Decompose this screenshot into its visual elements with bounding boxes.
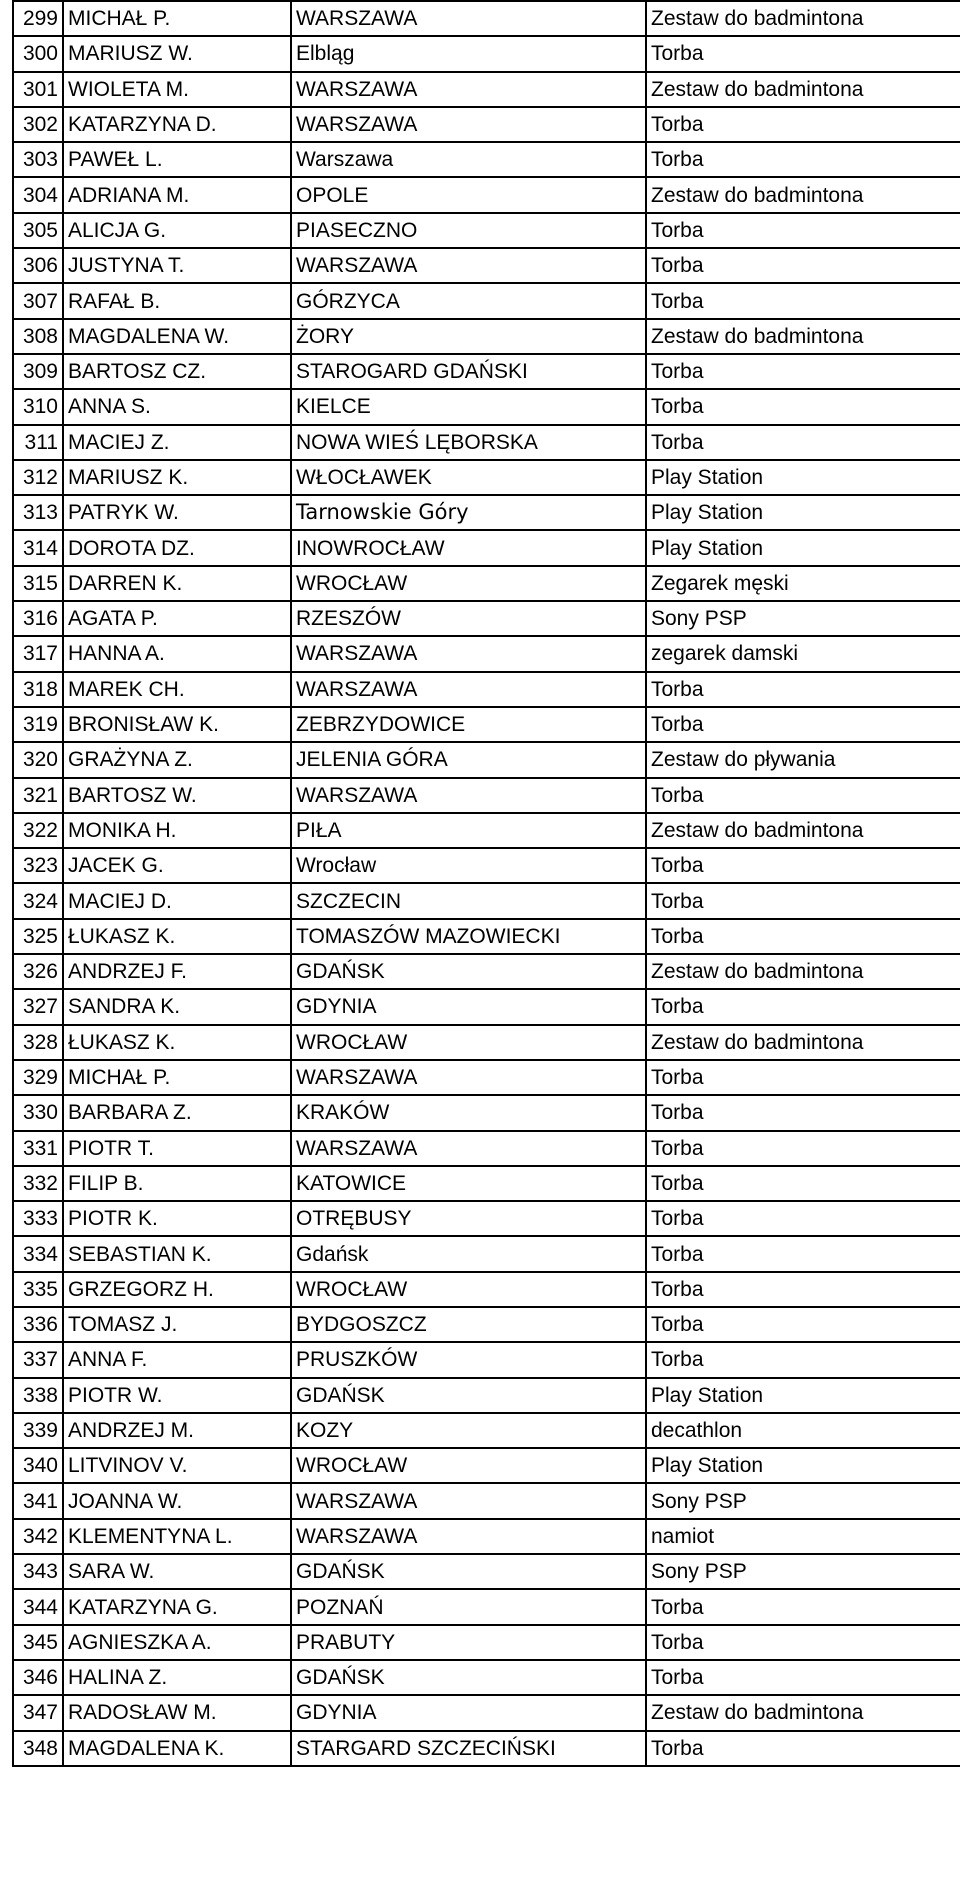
table-row: [13, 72, 960, 107]
winner-name-cell: WIOLETA M.: [63, 72, 291, 107]
entry-number-cell: 312: [13, 460, 63, 495]
city-cell: KRAKÓW: [291, 1095, 646, 1130]
entry-number-cell: 301: [13, 72, 63, 107]
city-cell: WROCŁAW: [291, 1272, 646, 1307]
table-row: [13, 1201, 960, 1236]
winner-name-cell: PAWEŁ L.: [63, 142, 291, 177]
table-row: [13, 707, 960, 742]
city-cell: PRABUTY: [291, 1625, 646, 1660]
table-row: [13, 389, 960, 424]
entry-number-cell: 331: [13, 1131, 63, 1166]
entry-number-cell: 316: [13, 601, 63, 636]
prize-cell: Torba: [646, 1589, 960, 1624]
entry-number-cell: 334: [13, 1236, 63, 1271]
entry-number-cell: 340: [13, 1448, 63, 1483]
prize-cell: Torba: [646, 989, 960, 1024]
entry-number-cell: 314: [13, 530, 63, 565]
table-row: [13, 636, 960, 671]
table-row: [13, 213, 960, 248]
prize-cell: Play Station: [646, 1448, 960, 1483]
winner-name-cell: TOMASZ J.: [63, 1307, 291, 1342]
city-cell: ZEBRZYDOWICE: [291, 707, 646, 742]
entry-number-cell: 319: [13, 707, 63, 742]
entry-number-cell: 335: [13, 1272, 63, 1307]
entry-number-cell: 309: [13, 354, 63, 389]
table-row: [13, 1, 960, 36]
table-row: [13, 1625, 960, 1660]
prize-cell: Torba: [646, 1095, 960, 1130]
table-row: [13, 1554, 960, 1589]
winner-name-cell: MAGDALENA K.: [63, 1731, 291, 1766]
entry-number-cell: 337: [13, 1342, 63, 1377]
winner-name-cell: MICHAŁ P.: [63, 1060, 291, 1095]
prize-cell: Zestaw do badmintona: [646, 319, 960, 354]
prize-cell: Torba: [646, 36, 960, 71]
entry-number-cell: 328: [13, 1025, 63, 1060]
city-cell: POZNAŃ: [291, 1589, 646, 1624]
city-cell: Tarnowskie Góry: [291, 495, 646, 530]
winner-name-cell: ANNA F.: [63, 1342, 291, 1377]
table-row: [13, 177, 960, 212]
prize-cell: namiot: [646, 1519, 960, 1554]
entry-number-cell: 322: [13, 813, 63, 848]
winner-name-cell: ANDRZEJ F.: [63, 954, 291, 989]
prize-cell: Play Station: [646, 530, 960, 565]
winner-name-cell: MARIUSZ W.: [63, 36, 291, 71]
city-cell: STARGARD SZCZECIŃSKI: [291, 1731, 646, 1766]
prize-cell: Zestaw do badmintona: [646, 1695, 960, 1730]
city-cell: Wrocław: [291, 848, 646, 883]
table-row: [13, 989, 960, 1024]
city-cell: GDAŃSK: [291, 1554, 646, 1589]
city-cell: KOZY: [291, 1413, 646, 1448]
prize-cell: Torba: [646, 213, 960, 248]
table-row: [13, 283, 960, 318]
winners-table: [12, 0, 960, 1767]
table-row: [13, 848, 960, 883]
prize-cell: Torba: [646, 1660, 960, 1695]
city-cell: RZESZÓW: [291, 601, 646, 636]
entry-number-cell: 332: [13, 1166, 63, 1201]
prize-cell: Torba: [646, 107, 960, 142]
table-row: [13, 530, 960, 565]
city-cell: PIŁA: [291, 813, 646, 848]
table-row: [13, 1025, 960, 1060]
winner-name-cell: PATRYK W.: [63, 495, 291, 530]
winner-name-cell: MAGDALENA W.: [63, 319, 291, 354]
entry-number-cell: 330: [13, 1095, 63, 1130]
prize-cell: Sony PSP: [646, 601, 960, 636]
winner-name-cell: KATARZYNA D.: [63, 107, 291, 142]
prize-cell: Sony PSP: [646, 1483, 960, 1518]
prize-cell: Torba: [646, 354, 960, 389]
winner-name-cell: MACIEJ D.: [63, 883, 291, 918]
table-row: [13, 248, 960, 283]
city-cell: WARSZAWA: [291, 1060, 646, 1095]
city-cell: WARSZAWA: [291, 672, 646, 707]
city-cell: OPOLE: [291, 177, 646, 212]
table-row: [13, 954, 960, 989]
city-cell: WARSZAWA: [291, 107, 646, 142]
prize-cell: Zestaw do badmintona: [646, 1025, 960, 1060]
table-row: [13, 1695, 960, 1730]
prize-cell: zegarek damski: [646, 636, 960, 671]
winner-name-cell: KLEMENTYNA L.: [63, 1519, 291, 1554]
entry-number-cell: 345: [13, 1625, 63, 1660]
winner-name-cell: BARBARA Z.: [63, 1095, 291, 1130]
entry-number-cell: 339: [13, 1413, 63, 1448]
prize-cell: Torba: [646, 1307, 960, 1342]
city-cell: GDAŃSK: [291, 954, 646, 989]
city-cell: STAROGARD GDAŃSKI: [291, 354, 646, 389]
winner-name-cell: KATARZYNA G.: [63, 1589, 291, 1624]
city-cell: WARSZAWA: [291, 636, 646, 671]
prize-cell: Torba: [646, 1166, 960, 1201]
prize-cell: Torba: [646, 389, 960, 424]
winner-name-cell: FILIP B.: [63, 1166, 291, 1201]
entry-number-cell: 310: [13, 389, 63, 424]
prize-cell: Torba: [646, 672, 960, 707]
entry-number-cell: 299: [13, 1, 63, 36]
winner-name-cell: DARREN K.: [63, 566, 291, 601]
prize-cell: Torba: [646, 919, 960, 954]
entry-number-cell: 327: [13, 989, 63, 1024]
prize-cell: Torba: [646, 778, 960, 813]
prize-cell: Torba: [646, 1236, 960, 1271]
table-row: [13, 142, 960, 177]
prize-cell: Zestaw do badmintona: [646, 813, 960, 848]
city-cell: GDAŃSK: [291, 1660, 646, 1695]
winner-name-cell: RAFAŁ B.: [63, 283, 291, 318]
city-cell: ŻORY: [291, 319, 646, 354]
entry-number-cell: 336: [13, 1307, 63, 1342]
city-cell: PRUSZKÓW: [291, 1342, 646, 1377]
winner-name-cell: MAREK CH.: [63, 672, 291, 707]
entry-number-cell: 311: [13, 425, 63, 460]
table-row: [13, 1236, 960, 1271]
prize-cell: Torba: [646, 1131, 960, 1166]
entry-number-cell: 338: [13, 1378, 63, 1413]
entry-number-cell: 308: [13, 319, 63, 354]
table-row: [13, 1095, 960, 1130]
table-row: [13, 460, 960, 495]
city-cell: GDYNIA: [291, 989, 646, 1024]
city-cell: TOMASZÓW MAZOWIECKI: [291, 919, 646, 954]
entry-number-cell: 318: [13, 672, 63, 707]
city-cell: PIASECZNO: [291, 213, 646, 248]
winner-name-cell: AGATA P.: [63, 601, 291, 636]
entry-number-cell: 300: [13, 36, 63, 71]
city-cell: WARSZAWA: [291, 778, 646, 813]
city-cell: KATOWICE: [291, 1166, 646, 1201]
prize-cell: Zestaw do badmintona: [646, 177, 960, 212]
city-cell: WARSZAWA: [291, 1519, 646, 1554]
table-row: [13, 1519, 960, 1554]
winner-name-cell: SANDRA K.: [63, 989, 291, 1024]
winner-name-cell: BRONISŁAW K.: [63, 707, 291, 742]
winner-name-cell: PIOTR T.: [63, 1131, 291, 1166]
city-cell: Gdańsk: [291, 1236, 646, 1271]
winner-name-cell: MICHAŁ P.: [63, 1, 291, 36]
winner-name-cell: SEBASTIAN K.: [63, 1236, 291, 1271]
entry-number-cell: 317: [13, 636, 63, 671]
city-cell: BYDGOSZCZ: [291, 1307, 646, 1342]
city-cell: INOWROCŁAW: [291, 530, 646, 565]
city-cell: WROCŁAW: [291, 1448, 646, 1483]
city-cell: WARSZAWA: [291, 248, 646, 283]
prize-cell: Torba: [646, 142, 960, 177]
city-cell: WARSZAWA: [291, 1131, 646, 1166]
entry-number-cell: 323: [13, 848, 63, 883]
city-cell: WROCŁAW: [291, 566, 646, 601]
entry-number-cell: 321: [13, 778, 63, 813]
winner-name-cell: AGNIESZKA A.: [63, 1625, 291, 1660]
table-row: [13, 1660, 960, 1695]
winner-name-cell: GRZEGORZ H.: [63, 1272, 291, 1307]
entry-number-cell: 325: [13, 919, 63, 954]
prize-cell: decathlon: [646, 1413, 960, 1448]
entry-number-cell: 306: [13, 248, 63, 283]
winner-name-cell: HALINA Z.: [63, 1660, 291, 1695]
entry-number-cell: 313: [13, 495, 63, 530]
city-cell: WARSZAWA: [291, 1483, 646, 1518]
table-row: [13, 425, 960, 460]
winner-name-cell: JACEK G.: [63, 848, 291, 883]
city-cell: WARSZAWA: [291, 72, 646, 107]
entry-number-cell: 315: [13, 566, 63, 601]
table-row: [13, 1131, 960, 1166]
entry-number-cell: 344: [13, 1589, 63, 1624]
prize-cell: Zestaw do pływania: [646, 742, 960, 777]
table-row: [13, 1272, 960, 1307]
prize-cell: Play Station: [646, 460, 960, 495]
table-row: [13, 566, 960, 601]
table-row: [13, 1483, 960, 1518]
entry-number-cell: 342: [13, 1519, 63, 1554]
entry-number-cell: 304: [13, 177, 63, 212]
prize-cell: Torba: [646, 1731, 960, 1766]
winner-name-cell: DOROTA DZ.: [63, 530, 291, 565]
prize-cell: Torba: [646, 1060, 960, 1095]
city-cell: Warszawa: [291, 142, 646, 177]
city-cell: WŁOCŁAWEK: [291, 460, 646, 495]
city-cell: Elbląg: [291, 36, 646, 71]
table-row: [13, 672, 960, 707]
winner-name-cell: RADOSŁAW M.: [63, 1695, 291, 1730]
prize-cell: Torba: [646, 1272, 960, 1307]
table-row: [13, 601, 960, 636]
entry-number-cell: 302: [13, 107, 63, 142]
prize-cell: Torba: [646, 848, 960, 883]
city-cell: WARSZAWA: [291, 1, 646, 36]
table-row: [13, 1342, 960, 1377]
winner-name-cell: PIOTR W.: [63, 1378, 291, 1413]
prize-cell: Torba: [646, 425, 960, 460]
entry-number-cell: 343: [13, 1554, 63, 1589]
table-row: [13, 883, 960, 918]
city-cell: OTRĘBUSY: [291, 1201, 646, 1236]
table-row: [13, 107, 960, 142]
winner-name-cell: MARIUSZ K.: [63, 460, 291, 495]
prize-cell: Torba: [646, 883, 960, 918]
winner-name-cell: JOANNA W.: [63, 1483, 291, 1518]
table-row: [13, 1589, 960, 1624]
city-cell: WROCŁAW: [291, 1025, 646, 1060]
city-cell: NOWA WIEŚ LĘBORSKA: [291, 425, 646, 460]
entry-number-cell: 303: [13, 142, 63, 177]
entry-number-cell: 348: [13, 1731, 63, 1766]
table-row: [13, 319, 960, 354]
table-row: [13, 742, 960, 777]
city-cell: SZCZECIN: [291, 883, 646, 918]
table-row: [13, 495, 960, 530]
table-row: [13, 813, 960, 848]
winner-name-cell: GRAŻYNA Z.: [63, 742, 291, 777]
table-row: [13, 919, 960, 954]
table-row: [13, 1166, 960, 1201]
winner-name-cell: PIOTR K.: [63, 1201, 291, 1236]
entry-number-cell: 305: [13, 213, 63, 248]
winner-name-cell: JUSTYNA T.: [63, 248, 291, 283]
table-row: [13, 354, 960, 389]
entry-number-cell: 329: [13, 1060, 63, 1095]
table-row: [13, 36, 960, 71]
entry-number-cell: 320: [13, 742, 63, 777]
entry-number-cell: 347: [13, 1695, 63, 1730]
winner-name-cell: BARTOSZ CZ.: [63, 354, 291, 389]
winner-name-cell: SARA W.: [63, 1554, 291, 1589]
entry-number-cell: 326: [13, 954, 63, 989]
winner-name-cell: ŁUKASZ K.: [63, 1025, 291, 1060]
entry-number-cell: 307: [13, 283, 63, 318]
winner-name-cell: LITVINOV V.: [63, 1448, 291, 1483]
city-cell: GÓRZYCA: [291, 283, 646, 318]
winner-name-cell: BARTOSZ W.: [63, 778, 291, 813]
table-row: [13, 778, 960, 813]
winners-list-sheet: [12, 0, 960, 1767]
prize-cell: Zegarek męski: [646, 566, 960, 601]
entry-number-cell: 324: [13, 883, 63, 918]
prize-cell: Torba: [646, 283, 960, 318]
winner-name-cell: ADRIANA M.: [63, 177, 291, 212]
city-cell: GDAŃSK: [291, 1378, 646, 1413]
table-row: [13, 1307, 960, 1342]
winner-name-cell: ŁUKASZ K.: [63, 919, 291, 954]
prize-cell: Zestaw do badmintona: [646, 954, 960, 989]
city-cell: JELENIA GÓRA: [291, 742, 646, 777]
winner-name-cell: ANNA S.: [63, 389, 291, 424]
prize-cell: Torba: [646, 1342, 960, 1377]
prize-cell: Zestaw do badmintona: [646, 72, 960, 107]
city-cell: GDYNIA: [291, 1695, 646, 1730]
entry-number-cell: 333: [13, 1201, 63, 1236]
prize-cell: Play Station: [646, 495, 960, 530]
winner-name-cell: ALICJA G.: [63, 213, 291, 248]
table-row: [13, 1413, 960, 1448]
winner-name-cell: MACIEJ Z.: [63, 425, 291, 460]
table-row: [13, 1731, 960, 1766]
city-cell: KIELCE: [291, 389, 646, 424]
entry-number-cell: 346: [13, 1660, 63, 1695]
prize-cell: Torba: [646, 707, 960, 742]
winner-name-cell: ANDRZEJ M.: [63, 1413, 291, 1448]
prize-cell: Torba: [646, 1201, 960, 1236]
prize-cell: Sony PSP: [646, 1554, 960, 1589]
entry-number-cell: 341: [13, 1483, 63, 1518]
winner-name-cell: HANNA A.: [63, 636, 291, 671]
table-row: [13, 1448, 960, 1483]
winners-table-body: [13, 1, 960, 1766]
prize-cell: Torba: [646, 248, 960, 283]
table-row: [13, 1060, 960, 1095]
prize-cell: Zestaw do badmintona: [646, 1, 960, 36]
table-row: [13, 1378, 960, 1413]
prize-cell: Play Station: [646, 1378, 960, 1413]
winner-name-cell: MONIKA H.: [63, 813, 291, 848]
prize-cell: Torba: [646, 1625, 960, 1660]
